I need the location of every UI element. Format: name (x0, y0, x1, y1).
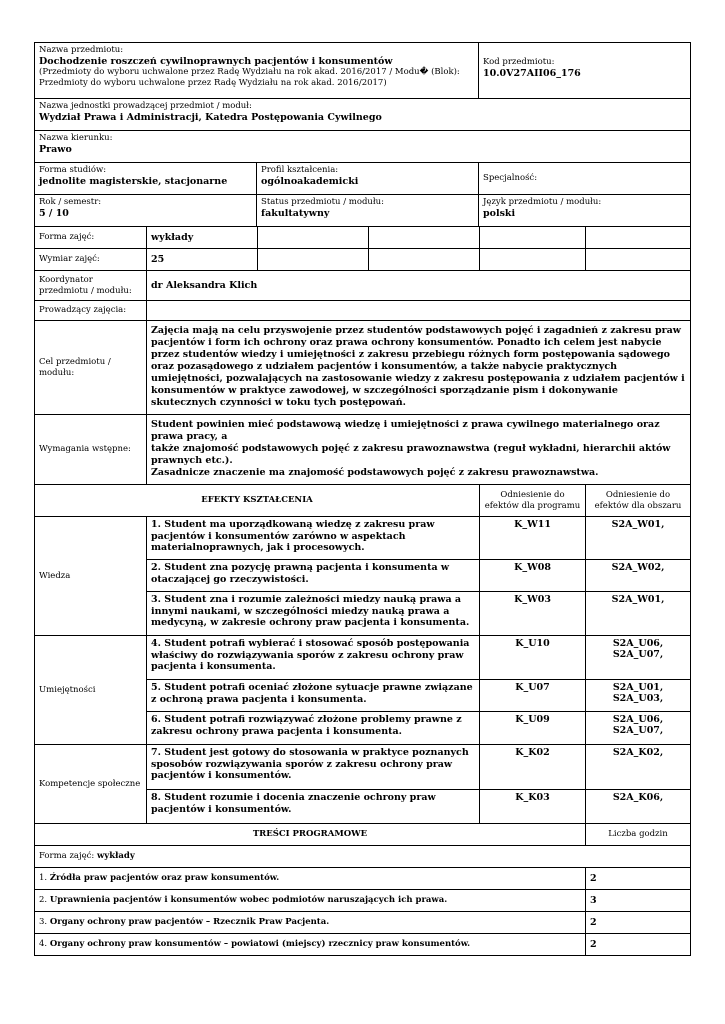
topic-hours: 3 (586, 890, 691, 912)
status-cell (257, 195, 479, 227)
outcome-group-label: Kompetencje społeczne (35, 745, 147, 824)
outcomes-col-program: Odniesienie do efektów dla programu (480, 485, 586, 517)
topic-number: 4. (39, 939, 48, 949)
program-form-label: Forma zajęć: (39, 851, 95, 861)
outcome-text: 3. Student zna i rozumie zależności miedzy nauką prawa a innymi naukami, w szczególności miedzy nauką prawa a medycyną, w zakresie ochrony praw pacjenta i konsumenta. (147, 592, 480, 636)
empty-cell (480, 227, 586, 249)
topic-title: Źródła praw pacjentów oraz praw konsumentów. (49, 873, 280, 883)
outcome-text: 5. Student potrafi oceniać złożone sytuacje prawne związane z ochroną prawa pacjenta i konsumenta. (147, 680, 480, 712)
area-code: S2A_U06, (612, 638, 664, 649)
outcome-program-code: K_U09 (480, 712, 586, 745)
topic-title: Organy ochrony praw konsumentów – powiatowi (miejscy) rzecznicy praw konsumentów. (49, 939, 471, 949)
program-hours-header: Liczba godzin (586, 824, 691, 846)
requirements-line: Student powinien mieć podstawową wiedzę i umiejętności z prawa cywilnego materialnego oraz prawa pracy, a (151, 419, 660, 442)
language-value: polski (483, 208, 516, 219)
topic-title: Organy ochrony praw pacjentów – Rzecznik Praw Pacjenta. (49, 917, 330, 927)
outcomes-header: EFEKTY KSZTAŁCENIA (35, 485, 480, 517)
unit-value: Wydział Prawa i Administracji, Katedra Postępowania Cywilnego (39, 112, 382, 123)
class-form-value: wykłady (147, 227, 258, 249)
topic-number: 2. (39, 895, 48, 905)
topic-number: 3. (39, 917, 48, 927)
outcome-group-label: Umiejętności (35, 636, 147, 745)
outcome-program-code: K_K02 (480, 745, 586, 790)
area-code: S2A_U07, (612, 649, 664, 660)
empty-cell (369, 227, 480, 249)
instructors-value (147, 301, 691, 321)
language-label: Język przedmiotu / modułu: (483, 197, 602, 207)
year-value: 5 / 10 (39, 208, 69, 219)
outcome-area-code: S2A_W02, (586, 560, 691, 592)
status-label: Status przedmiotu / modułu: (261, 197, 384, 207)
outcome-area-code: S2A_W01, (586, 592, 691, 636)
empty-cell (258, 249, 369, 271)
requirements-value (147, 415, 691, 485)
outcome-program-code: K_K03 (480, 790, 586, 824)
unit-label: Nazwa jednostki prowadzącej przedmiot / moduł: (39, 101, 252, 111)
empty-cell (586, 227, 691, 249)
outcome-area-code (586, 712, 691, 745)
study-form-value: jednolite magisterskie, stacjonarne (39, 176, 228, 187)
topic-title: Uprawnienia pacjentów i konsumentów wobec podmiotów naruszających ich prawa. (49, 895, 448, 905)
outcome-program-code: K_W11 (480, 517, 586, 560)
unit-cell (35, 99, 691, 131)
program-form-value: wykłady (96, 851, 135, 861)
topic-hours: 2 (586, 912, 691, 934)
topic-hours: 2 (586, 934, 691, 956)
outcome-area-code (586, 680, 691, 712)
outcome-area-code: S2A_K06, (586, 790, 691, 824)
course-info-table (34, 42, 691, 227)
topic-hours: 2 (586, 868, 691, 890)
goal-value: Zajęcia mają na celu przyswojenie przez studentów podstawowych pojęć i zagadnień z zakresu praw pacjentów i form ich ochrony oraz prawa ochrony konsumentów. Ponadto ich celem jest nabycie przez studentów wiedzy i umiejętności z zakresu przebiegu różnych form postępowania sądowego oraz pozasądowego z udziałem pacjentów i konsumentów, a także nabycie praktycznych umiejętności, pozwalających na zastosowanie wiedzy z zakresu postępowania z udziałem pacjentów i konsumentów w praktyce zawodowej, w szczególności sporządzanie pism i dokonywanie skutecznych czynności w toku tych postępowań. (147, 321, 691, 415)
coordinator-label: Koordynator przedmiotu / modułu: (35, 271, 147, 301)
program-table (34, 823, 691, 956)
subject-label: Nazwa przedmiotu: (39, 45, 124, 55)
outcome-text: 7. Student jest gotowy do stosowania w praktyce poznanych sposobów rozwiązywania sporów z zakresu ochrony praw pacjentów i konsumentów. (147, 745, 480, 790)
outcome-program-code: K_W03 (480, 592, 586, 636)
empty-cell (258, 227, 369, 249)
requirements-label: Wymagania wstępne: (35, 415, 147, 485)
area-code: S2A_U01, (612, 682, 664, 693)
language-cell (479, 195, 691, 227)
code-label: Kod przedmiotu: (483, 57, 555, 67)
syllabus-page (34, 42, 690, 956)
profile-label: Profil kształcenia: (261, 165, 339, 175)
requirements-line: Zasadnicze znaczenie ma znajomość podstawowych pojęć z zakresu prawoznawstwa. (151, 467, 599, 478)
outcome-text: 6. Student potrafi rozwiązywać złożone problemy prawne z zakresu ochrony prawa pacjenta i konsumenta. (147, 712, 480, 745)
requirements-line: także znajomość podstawowych pojęć z zakresu prawoznawstwa (reguł wykładni, hierarchii aktów prawnych etc.). (151, 443, 671, 466)
specialty-cell (479, 163, 691, 195)
profile-cell (257, 163, 479, 195)
hours-label: Wymiar zajęć: (35, 249, 147, 271)
subject-cell (35, 43, 479, 99)
outcome-program-code: K_U07 (480, 680, 586, 712)
field-value: Prawo (39, 144, 72, 155)
class-form-label: Forma zajęć: (35, 227, 147, 249)
outcome-text: 8. Student rozumie i docenia znaczenie ochrony praw pacjentów i konsumentów. (147, 790, 480, 824)
outcomes-col-area: Odniesienie do efektów dla obszaru (586, 485, 691, 517)
coordinator-value: dr Aleksandra Klich (147, 271, 691, 301)
topic-row (35, 934, 586, 956)
goal-label: Cel przedmiotu / modułu: (35, 321, 147, 415)
field-cell (35, 131, 691, 163)
topic-number: 1. (39, 873, 48, 883)
topic-row (35, 890, 586, 912)
outcome-text: 1. Student ma uporządkowaną wiedzę z zakresu praw pacjentów i konsumentów zarówno w aspektach materialnoprawnych, jak i procesowych. (147, 517, 480, 560)
outcome-text: 2. Student zna pozycję prawną pacjenta i konsumenta w otaczającej go rzeczywistości. (147, 560, 480, 592)
subject-note: (Przedmioty do wyboru uchwalone przez Radę Wydziału na rok akad. 2016/2017 / Modu� (Blok): Przedmioty do wyboru uchwalone przez Radę Wydziału na rok akad. 2016/2017) (39, 67, 460, 88)
program-form-cell (35, 846, 691, 868)
area-code: S2A_U03, (612, 693, 664, 704)
outcome-program-code: K_W08 (480, 560, 586, 592)
outcome-area-code: S2A_K02, (586, 745, 691, 790)
subject-name: Dochodzenie roszczeń cywilnoprawnych pacjentów i konsumentów (39, 56, 393, 67)
year-label: Rok / semestr: (39, 197, 102, 207)
profile-value: ogólnoakademicki (261, 176, 359, 187)
outcome-area-code: S2A_W01, (586, 517, 691, 560)
specialty-label: Specjalność: (483, 173, 538, 183)
study-form-cell (35, 163, 257, 195)
empty-cell (586, 249, 691, 271)
outcome-area-code (586, 636, 691, 680)
empty-cell (480, 249, 586, 271)
empty-cell (369, 249, 480, 271)
program-header: TREŚCI PROGRAMOWE (35, 824, 586, 846)
area-code: S2A_U07, (612, 725, 664, 736)
study-form-label: Forma studiów: (39, 165, 107, 175)
outcomes-table (34, 484, 691, 824)
outcome-group-label: Wiedza (35, 517, 147, 636)
area-code: S2A_U06, (612, 714, 664, 725)
course-details-table (34, 226, 691, 485)
code-value: 10.0V27AII06_176 (483, 68, 581, 79)
instructors-label: Prowadzący zajęcia: (35, 301, 147, 321)
code-cell (479, 43, 691, 99)
outcome-text: 4. Student potrafi wybierać i stosować sposób postępowania właściwy do rozwiązywania sporów z zakresu ochrony praw pacjenta i konsumenta. (147, 636, 480, 680)
status-value: fakultatywny (261, 208, 330, 219)
outcome-program-code: K_U10 (480, 636, 586, 680)
topic-row (35, 868, 586, 890)
topic-row (35, 912, 586, 934)
hours-value: 25 (147, 249, 258, 271)
year-cell (35, 195, 257, 227)
field-label: Nazwa kierunku: (39, 133, 113, 143)
